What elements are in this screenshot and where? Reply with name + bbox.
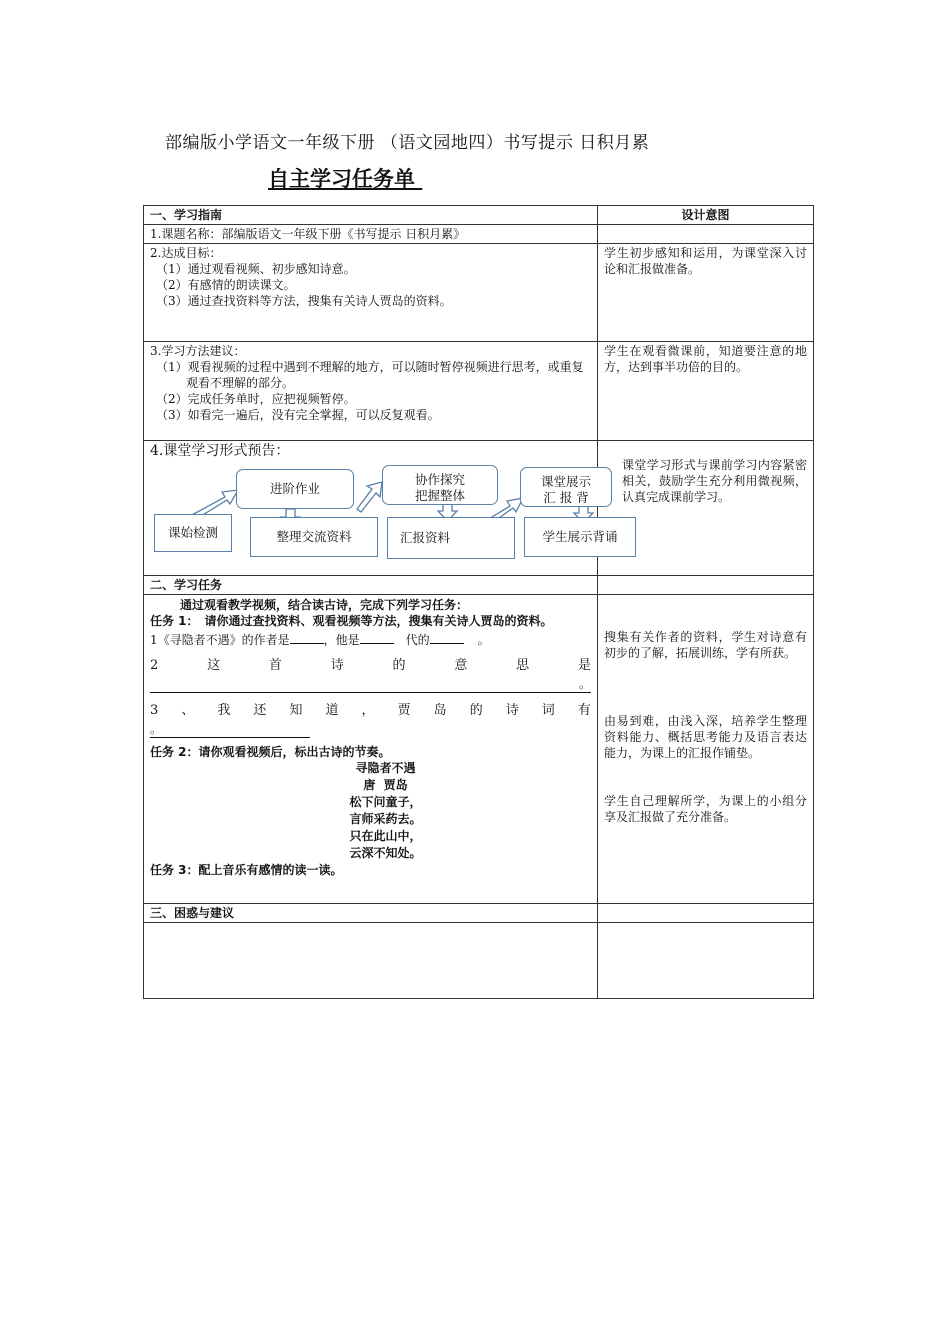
section2-intro: 通过观看教学视频，结合读古诗，完成下列学习任务： bbox=[180, 598, 469, 612]
topic-intent bbox=[598, 225, 814, 244]
section3-title: 三、困惑与建议 bbox=[144, 904, 598, 923]
flow-box-advanced: 进阶作业 bbox=[236, 469, 354, 509]
show-label: 课堂展示 bbox=[540, 474, 591, 489]
q2-char: 思 bbox=[516, 658, 530, 673]
section2-intent-header bbox=[598, 576, 814, 595]
goal-item: （1）通过观看视频、初步感知诗意。 bbox=[156, 262, 356, 276]
method-item: （1）观看视频的过程中遇到不理解的地方，可以随时暂停视频进行思考，或重复观看不理解的部分。 bbox=[156, 360, 584, 390]
q1-blank-dynasty[interactable] bbox=[360, 631, 394, 644]
q2-char: 这 bbox=[207, 658, 221, 673]
flow-box-start-check: 课始检测 bbox=[154, 514, 232, 552]
explore-sub-label: 把握整体 bbox=[414, 488, 465, 503]
q3-char: 还 bbox=[253, 703, 267, 718]
table-header-row bbox=[144, 206, 814, 225]
section3-header-row bbox=[144, 904, 814, 923]
q1-blank-identity[interactable] bbox=[430, 631, 464, 644]
intent-task1: 搜集有关作者的资料，学生对诗意有初步的了解，拓展训练，学有所获。 bbox=[604, 630, 807, 660]
methods-cell bbox=[144, 342, 598, 441]
sheet-title: 自主学习任务单 bbox=[268, 167, 423, 191]
topic-text: 1.课题名称：部编版语文一年级下册《书写提示 日积月累》 bbox=[144, 225, 598, 244]
flow-box-organize: 整理交流资料 bbox=[250, 517, 378, 557]
q3-char: 诗 bbox=[505, 703, 519, 718]
q3-char: ， bbox=[361, 703, 375, 718]
task-sheet-table bbox=[143, 205, 814, 999]
poem-line: 松下问童子， bbox=[349, 795, 422, 809]
q3-char: 知 bbox=[289, 703, 303, 718]
intent-task2: 由易到难，由浅入深，培养学生整理资料能力、概括思考能力及语言表达能力，为课上的汇报作铺垫。 bbox=[604, 714, 807, 760]
section2-intents bbox=[598, 595, 814, 904]
poem-line: 言师采药去。 bbox=[349, 812, 422, 826]
col2-header: 设计意图 bbox=[598, 206, 814, 225]
q3-char: 我 bbox=[217, 703, 231, 718]
col1-header: 一、学习指南 bbox=[144, 206, 598, 225]
forms-row bbox=[144, 441, 814, 576]
forms-cell bbox=[144, 441, 618, 576]
question3 bbox=[150, 703, 591, 719]
methods-intent: 学生在观看微课前，知道要注意的地方，达到事半功倍的目的。 bbox=[598, 342, 814, 441]
poem-line: 只在此山中， bbox=[349, 829, 422, 843]
section2-header-row bbox=[144, 576, 814, 595]
document-title: 部编版小学语文一年级下册 （语文园地四）书写提示 日积月累 bbox=[165, 133, 650, 153]
q3-char: 岛 bbox=[433, 703, 447, 718]
method-item: （2）完成任务单时，应把视频暂停。 bbox=[156, 392, 356, 406]
topic-row bbox=[144, 225, 814, 244]
task1-text: 任务 1： 请你通过查找资料、观看视频等方法，搜集有关诗人贾岛的资料。 bbox=[150, 614, 553, 628]
goals-title: 2.达成目标： bbox=[150, 246, 222, 260]
q3-char: 有 bbox=[577, 703, 591, 718]
q1-blank-author[interactable] bbox=[290, 631, 324, 644]
q3-char: 词 bbox=[541, 703, 555, 718]
flow-box-explore bbox=[382, 465, 498, 505]
q3-char: 、 bbox=[181, 703, 195, 718]
question2 bbox=[150, 658, 591, 674]
q3-char: 的 bbox=[469, 703, 483, 718]
forms-title: 4.课堂学习形式预告： bbox=[150, 443, 290, 459]
poem bbox=[150, 760, 591, 862]
method-item: （3）如看完一遍后，没有完全掌握，可以反复观看。 bbox=[156, 408, 440, 422]
flow-diagram bbox=[150, 461, 618, 575]
q2-end-mark: 。 bbox=[578, 677, 591, 691]
explore-label: 协作探究 bbox=[414, 472, 465, 487]
task2-text: 任务 2：请你观看视频后，标出古诗的节奏。 bbox=[150, 745, 391, 759]
q3-char: 道 bbox=[325, 703, 339, 718]
methods-title: 3.学习方法建议： bbox=[150, 344, 246, 358]
section2-cell bbox=[144, 595, 598, 904]
q2-char: 2 bbox=[150, 658, 159, 673]
flow-box-show bbox=[520, 467, 612, 507]
flow-box-report: 汇报资料 bbox=[387, 517, 515, 559]
section2-title: 二、学习任务 bbox=[144, 576, 598, 595]
q2-answer-line[interactable] bbox=[150, 676, 591, 693]
goals-intent: 学生初步感知和运用，为课堂深入讨论和汇报做准备。 bbox=[598, 244, 814, 342]
q1-part-d: 。 bbox=[477, 633, 490, 647]
show-sub-label: 汇 报 背 bbox=[543, 490, 589, 505]
goals-cell bbox=[144, 244, 598, 342]
q2-char: 意 bbox=[454, 658, 468, 673]
q1-part-c: 代的 bbox=[405, 633, 430, 647]
section3-input-area[interactable] bbox=[144, 923, 598, 999]
q3-end-mark: 。 bbox=[150, 722, 163, 736]
q3-answer-line[interactable] bbox=[150, 721, 310, 738]
forms-intent: 课堂学习形式与课前学习内容紧密相关，鼓励学生充分利用微视频，认真完成课前学习。 bbox=[598, 441, 814, 576]
goal-item: （2）有感情的朗读课文。 bbox=[156, 278, 296, 292]
section2-content-row bbox=[144, 595, 814, 904]
q2-char: 的 bbox=[392, 658, 406, 673]
q3-char: 3 bbox=[150, 703, 159, 718]
goal-item: （3）通过查找资料等方法，搜集有关诗人贾岛的资料。 bbox=[156, 294, 452, 308]
q3-char: 贾 bbox=[397, 703, 411, 718]
poem-title: 寻隐者不遇 bbox=[355, 761, 416, 775]
section3-intent-area bbox=[598, 923, 814, 999]
section3-content-row bbox=[144, 923, 814, 999]
arrow-organize-to-explore bbox=[357, 482, 382, 512]
goals-row bbox=[144, 244, 814, 342]
q2-char: 诗 bbox=[330, 658, 344, 673]
q1-part-b: ，他是 bbox=[323, 633, 360, 647]
task3-text: 任务 3：配上音乐有感情的读一读。 bbox=[150, 863, 343, 877]
q2-char: 首 bbox=[268, 658, 282, 673]
q2-char: 是 bbox=[577, 658, 591, 673]
poem-author: 唐 贾岛 bbox=[363, 778, 408, 792]
q1-part-a: 1《寻隐者不遇》的作者是 bbox=[150, 633, 290, 647]
methods-row bbox=[144, 342, 814, 441]
flow-box-recite: 学生展示背诵 bbox=[524, 517, 636, 557]
question1 bbox=[150, 631, 591, 648]
poem-line: 云深不知处。 bbox=[349, 846, 422, 860]
section3-intent-header bbox=[598, 904, 814, 923]
intent-task3: 学生自己理解所学，为课上的小组分享及汇报做了充分准备。 bbox=[604, 794, 807, 824]
